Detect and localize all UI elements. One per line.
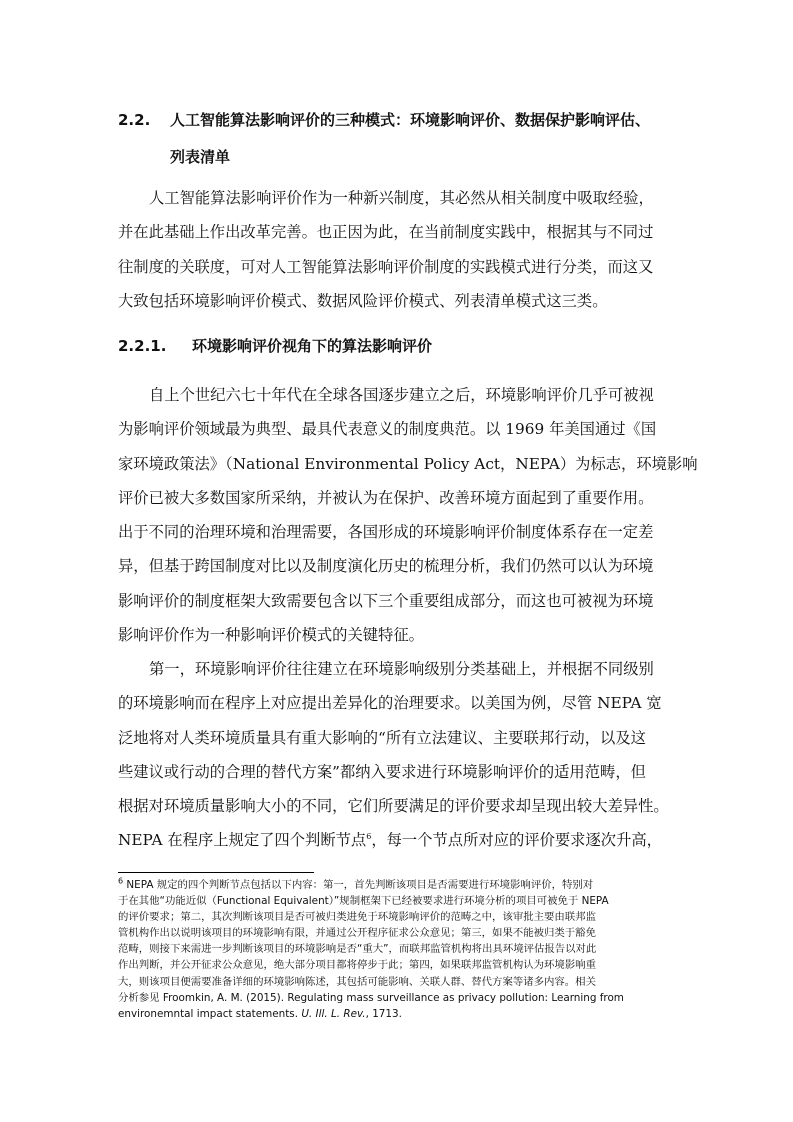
section-title-line-1: 人工智能算法影响评价的三种模式：环境影响评价、数据保护影响评估、 xyxy=(170,111,651,129)
section-number: 2.2. xyxy=(118,111,151,129)
footnote-line: 作出判断，并公开征求公众意见，绝大部分项目都将停步于此；第四，如果联邦监管机构认为环境影响重 xyxy=(118,959,596,972)
journal-title: U. Ill. L. Rev. xyxy=(301,1007,366,1020)
text-segment: ，每一个节点所对应的评价要求逐次升高， xyxy=(371,831,662,850)
text-segment: NEPA 在程序上规定了四个判断节点 xyxy=(118,831,367,850)
citation-page: , 1713. xyxy=(365,1007,402,1020)
citation-text: environemntal impact statements. xyxy=(118,1007,302,1020)
text-line: 第一，环境影响评价往往建立在环境影响级别分类基础上，并根据不同级别 xyxy=(149,660,654,678)
footnote-reference[interactable]: 6 xyxy=(366,832,372,842)
footnote-line: 分析参见 Froomkin, A. M. (2015). Regulating mass surveillance as privacy pollution: Learning from xyxy=(118,991,624,1004)
footnote-text: NEPA 规定的四个判断节点包括以下内容：第一，首先判断该项目是否需要进行环境影响评价，特别对 xyxy=(126,879,594,891)
text-line: 影响评价作为一种影响评价模式的关键特征。 xyxy=(118,626,424,645)
paragraph-first-feature xyxy=(118,652,678,858)
text-line: 根据对环境质量影响大小的不同，它们所要满足的评价要求却呈现出较大差异性。 xyxy=(118,797,669,816)
text-line: 往制度的关联度，可对人工智能算法影响评价制度的实践模式进行分类，而这又 xyxy=(118,257,654,276)
paragraph-nepa-background xyxy=(118,378,698,652)
footnote-line: 管机构作出以说明该项目的环境影响有限，并通过公开程序征求公众意见；第三，如果不能被归类于豁免 xyxy=(118,927,596,940)
footnote-line: 于在其他“功能近似（Functional Equivalent）”规制框架下已经被要求进行环境分析的项目可被免于 NEPA xyxy=(118,895,609,908)
text-line: 并在此基础上作出改革完善。也正因为此，在当前制度实践中，根据其与不同过 xyxy=(118,223,654,242)
text-line: 大致包括环境影响评价模式、数据风险评价模式、列表清单模式这三类。 xyxy=(118,291,608,310)
footnote-line: 大，则该项目便需要准备详细的环境影响陈述，其包括可能影响、关联人群、替代方案等诸多内容。相关 xyxy=(118,975,596,988)
text-line: 出于不同的治理环境和治理需要，各国形成的环境影响评价制度体系存在一定差 xyxy=(118,523,654,542)
section-title-line-2: 列表清单 xyxy=(170,148,231,166)
intro-paragraph xyxy=(118,181,678,318)
text-line: 影响评价的制度框架大致需要包含以下三个重要组成部分，而这也可被视为环境 xyxy=(118,591,654,610)
text-line: 为影响评价领域最为典型、最具代表意义的制度典范。以 1969 年美国通过《国 xyxy=(118,420,657,439)
subsection-heading xyxy=(118,333,688,359)
footnote xyxy=(118,877,678,1022)
text-line: 自上个世纪六七十年代在全球各国逐步建立之后，环境影响评价几乎可被视 xyxy=(149,386,654,404)
text-line: 泛地将对人类环境质量具有重大影响的“所有立法建议、主要联邦行动，以及这 xyxy=(118,728,646,747)
text-line: 评价已被大多数国家所采纳，并被认为在保护、改善环境方面起到了重要作用。 xyxy=(118,488,654,507)
text-line xyxy=(118,823,678,857)
footnote-line: 的评价要求；第二，其次判断该项目是否可被归类进免于环境影响评价的范畴之中，该审批主要由联邦监 xyxy=(118,911,596,924)
text-line: 些建议或行动的合理的替代方案”都纳入要求进行环境影响评价的适用范畴，但 xyxy=(118,762,646,781)
text-line: 人工智能算法影响评价作为一种新兴制度，其必然从相关制度中吸取经验， xyxy=(149,189,654,207)
subsection-number: 2.2.1. xyxy=(118,337,167,355)
text-line: 异，但基于跨国制度对比以及制度演化历史的梳理分析，我们仍然可以认为环境 xyxy=(118,557,654,576)
footnote-line xyxy=(118,877,678,893)
footnote-separator xyxy=(118,872,314,873)
section-heading xyxy=(118,102,688,176)
text-line: 的环境影响而在程序上对应提出差异化的治理要求。以美国为例，尽管 NEPA 宽 xyxy=(118,694,662,713)
text-line: 家环境政策法》（National Environmental Policy Act，NEPA）为标志，环境影响 xyxy=(118,454,698,473)
subsection-title: 环境影响评价视角下的算法影响评价 xyxy=(192,337,433,355)
footnote-line xyxy=(118,1006,678,1022)
footnote-line: 范畴，则接下来需进一步判断该项目的环境影响是否“重大”，而联邦监管机构将出具环境评估报告以对此 xyxy=(118,943,597,956)
footnote-marker: 6 xyxy=(118,876,124,886)
